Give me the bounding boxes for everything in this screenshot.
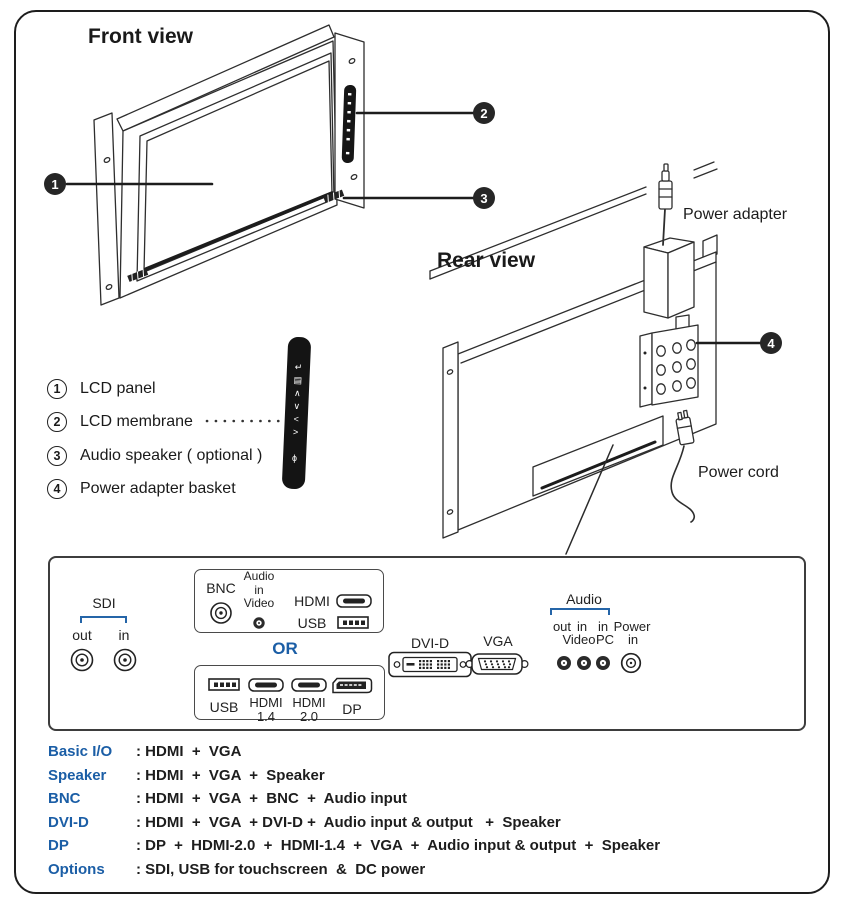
legend-item-lcd-panel: 1 LCD panel <box>47 378 156 400</box>
audio-in-pc-jack-icon <box>595 655 611 671</box>
hdmi20-port-icon <box>291 678 327 692</box>
sdi-bracket <box>80 616 127 623</box>
io-row-dp <box>48 834 818 858</box>
hdmi20-label: HDMI 2.0 <box>292 695 326 724</box>
menu-key-icon: ▤ <box>293 374 303 386</box>
video-word-label: Video <box>562 632 596 647</box>
io-label: Basic I/O <box>48 743 113 761</box>
rear-view-drawing <box>430 162 717 538</box>
power-word-label: Power <box>613 619 651 634</box>
front-view-title: Front view <box>88 25 194 48</box>
usb-port-icon-a <box>337 616 369 629</box>
power-in-jack-icon <box>620 652 642 674</box>
io-label: BNC <box>48 790 81 808</box>
io-row-basic <box>48 740 818 764</box>
io-label: Speaker <box>48 766 107 784</box>
io-value: : DP + HDMI-2.0 + HDMI-1.4 + VGA + Audio input & output + Speaker <box>136 837 661 855</box>
power-key-icon: ɸ <box>291 452 298 464</box>
audio-in-video-jack-icon <box>252 616 266 630</box>
usb-label-combo-b: USB <box>209 699 239 715</box>
dvid-connector-icon <box>388 651 472 678</box>
bnc-connector-icon <box>209 601 233 625</box>
audio-out-jack-icon <box>556 655 572 671</box>
dvid-label: DVI-D <box>410 635 450 651</box>
power-in-word-label: in <box>627 632 639 647</box>
callout-4: 4 <box>760 332 782 354</box>
audio-bracket <box>550 608 610 615</box>
vga-connector-icon <box>464 651 530 677</box>
io-row-bnc <box>48 787 818 811</box>
right-key-icon: > <box>292 426 299 438</box>
pc-word-label: PC <box>595 632 615 647</box>
legend-item-audio-speaker: 3 Audio speaker ( optional ) <box>47 445 262 467</box>
up-key-icon: ∧ <box>293 387 301 399</box>
bnc-label: BNC <box>206 580 236 596</box>
audio-out-label: out <box>552 619 572 634</box>
audio-in1-label: in <box>576 619 588 634</box>
io-label: DVI-D <box>48 813 89 831</box>
sdi-out-label: out <box>72 627 92 643</box>
vga-label: VGA <box>483 633 513 649</box>
hdmi14-port-icon <box>248 678 284 692</box>
io-value: : HDMI + VGA <box>136 743 242 761</box>
io-row-speaker <box>48 764 818 788</box>
sdi-in-label: in <box>118 627 130 643</box>
power-cord-label: Power cord <box>698 464 779 481</box>
callout-2: 2 <box>473 102 495 124</box>
connector-panel <box>48 556 806 731</box>
sdi-label: SDI <box>92 595 116 611</box>
dp-port-icon <box>331 677 373 694</box>
down-key-icon: ∨ <box>293 400 301 412</box>
legend-item-power-basket: 4 Power adapter basket <box>47 478 236 500</box>
legend-num-3: 3 <box>47 446 67 466</box>
legend-num-2: 2 <box>47 412 67 432</box>
sdi-in-connector-icon <box>112 647 138 673</box>
io-value: : HDMI + VGA + BNC + Audio input <box>136 790 407 808</box>
io-label: Options <box>48 860 105 878</box>
legend-num-4: 4 <box>47 479 67 499</box>
left-rack-ear <box>94 113 119 305</box>
return-key-icon: ↵ <box>294 361 303 373</box>
callout-3: 3 <box>473 187 495 209</box>
usb-port-icon-b <box>208 678 240 691</box>
legend-item-lcd-membrane: 2 LCD membrane <box>47 411 193 433</box>
hdmi-label-combo-a: HDMI <box>294 593 330 609</box>
callout-1: 1 <box>44 173 66 195</box>
audio-group-label: Audio <box>566 591 602 607</box>
hdmi14-label: HDMI 1.4 <box>249 695 283 724</box>
sdi-out-connector-icon <box>69 647 95 673</box>
hdmi-port-icon-a <box>336 594 372 608</box>
audio-in-video-label: Audio in Video <box>243 569 275 610</box>
legend-num-1: 1 <box>47 379 67 399</box>
io-row-options <box>48 858 818 882</box>
power-adapter-drawing <box>644 164 694 318</box>
or-label: OR <box>272 639 298 658</box>
io-label: DP <box>48 837 69 855</box>
audio-in-video-jack2-icon <box>576 655 592 671</box>
io-value: : SDI, USB for touchscreen & DC power <box>136 860 426 878</box>
io-row-dvid <box>48 811 818 835</box>
io-options-table <box>48 740 818 881</box>
io-value: : HDMI + VGA + Speaker <box>136 766 325 784</box>
io-value: : HDMI + VGA + DVI-D + Audio input & output + Speaker <box>136 813 561 831</box>
audio-in2-label: in <box>597 619 609 634</box>
usb-label-combo-a: USB <box>297 615 327 631</box>
front-view-drawing <box>94 25 364 305</box>
rear-view-title: Rear view <box>437 249 536 272</box>
power-adapter-label: Power adapter <box>683 206 788 223</box>
dp-label: DP <box>342 701 362 717</box>
left-key-icon: < <box>293 413 300 425</box>
